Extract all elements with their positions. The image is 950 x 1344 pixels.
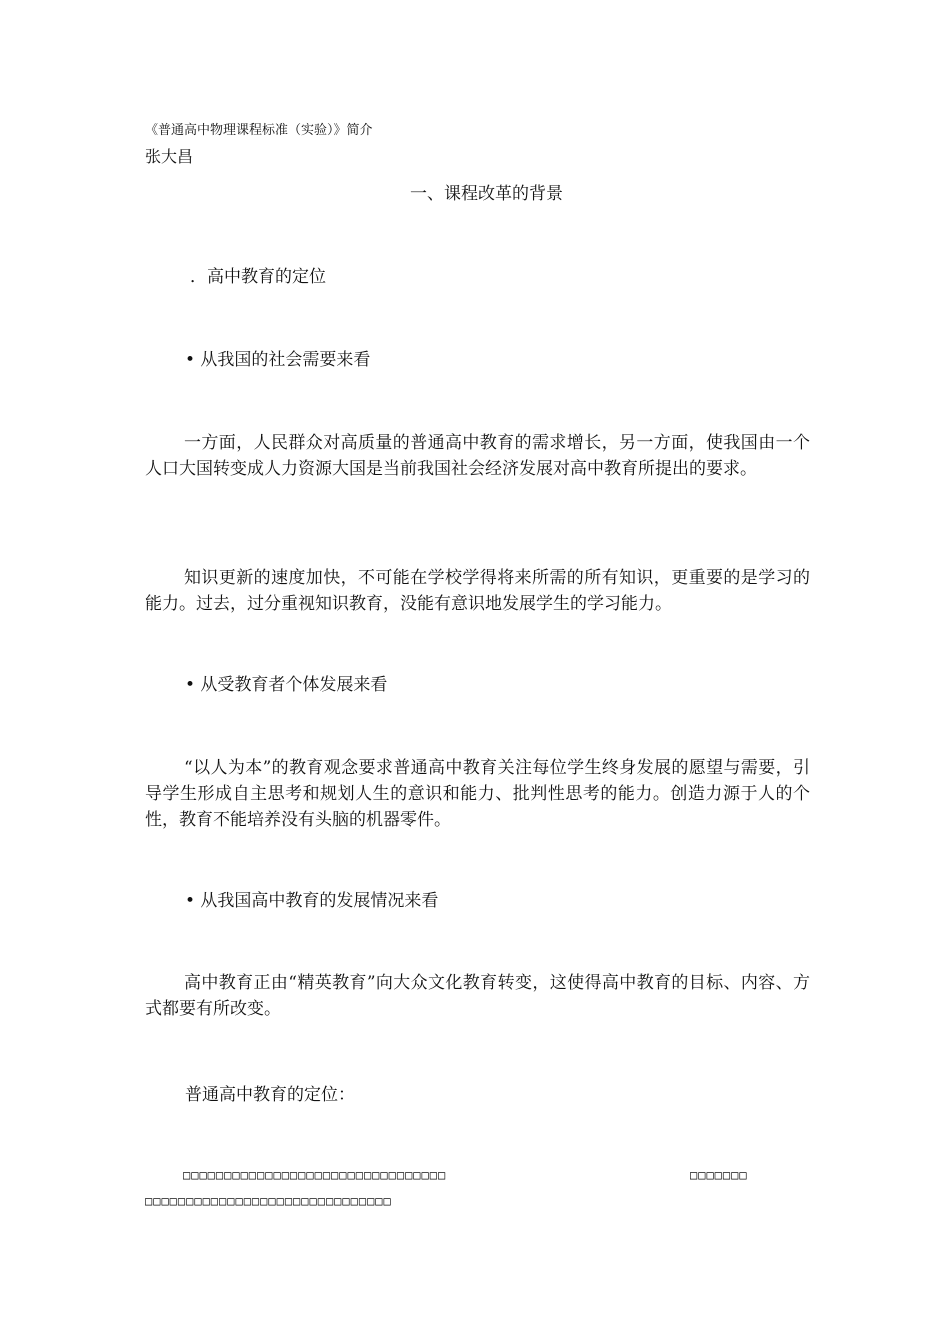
paragraph-education-transition: 高中教育正由“精英教育”向大众文化教育转变，这使得高中教育的目标、内容、方式都要有所改变。 <box>145 973 810 1019</box>
author-name: 张大昌 <box>145 147 194 166</box>
paragraph-social-needs: 一方面，人民群众对高质量的普通高中教育的需求增长，另一方面，使我国由一个人口大国转变成人力资源大国是当前我国社会经济发展对高中教育所提出的要求。 <box>145 433 810 479</box>
section-heading: 一、课程改革的背景 <box>410 184 563 204</box>
document-title: 《普通高中物理课程标准（实验）》简介 <box>145 123 373 138</box>
bullet-social-needs: • 从我国的社会需要来看 <box>185 350 371 370</box>
garbled-text-line-1b: □□□□□□□ <box>690 1168 748 1182</box>
subheading-positioning: ．高中教育的定位 <box>190 267 326 287</box>
garbled-text-line-2: □□□□□□□□□□□□□□□□□□□□□□□□□□□□□□ <box>145 1194 392 1208</box>
paragraph-knowledge-update: 知识更新的速度加快，不可能在学校学得将来所需的所有知识，更重要的是学习的能力。过去，过分重视知识教育，没能有意识地发展学生的学习能力。 <box>145 568 810 614</box>
bullet-education-development: • 从我国高中教育的发展情况来看 <box>185 891 439 911</box>
paragraph-individual-development: “以人为本”的教育观念要求普通高中教育关注每位学生终身发展的愿望与需要，引导学生形成自主思考和规划人生的意识和能力、批判性思考的能力。创造力源于人的个性，教育不能培养没有头脑的机器零件。 <box>145 758 810 830</box>
label-positioning: 普通高中教育的定位： <box>185 1085 355 1105</box>
garbled-text-line-1a: □□□□□□□□□□□□□□□□□□□□□□□□□□□□□□□□ <box>183 1168 447 1182</box>
bullet-individual-development: • 从受教育者个体发展来看 <box>185 675 388 695</box>
